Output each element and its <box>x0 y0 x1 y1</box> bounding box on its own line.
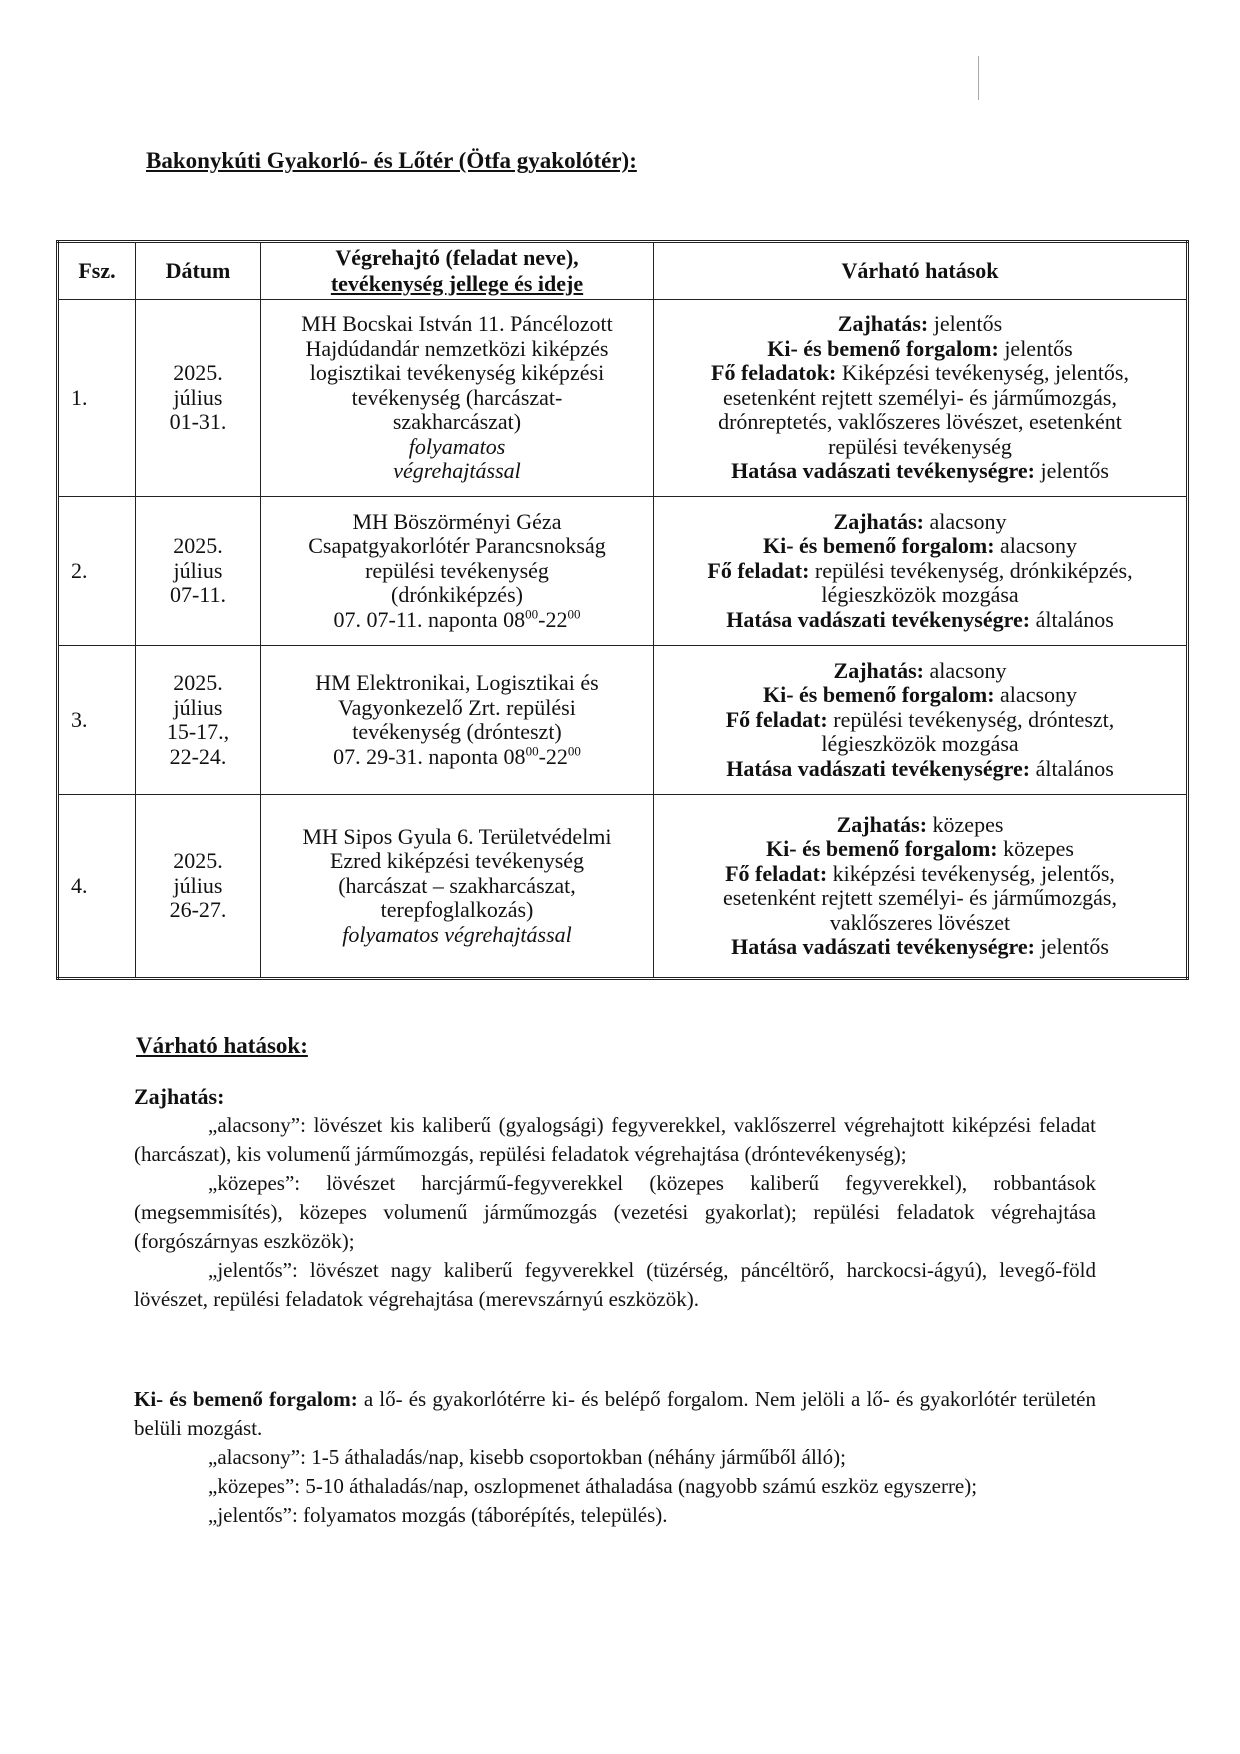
executor-line: (drónkiképzés) <box>391 582 523 608</box>
effect-line <box>662 708 1178 733</box>
effect-line <box>662 435 1178 460</box>
effect-value: jelentős <box>1034 458 1109 484</box>
effect-label: Ki- és bemenő forgalom: <box>767 335 999 361</box>
effect-label: Ki- és bemenő forgalom: <box>766 836 998 861</box>
executor-line: MH Sipos Gyula 6. Területvédelmi <box>302 823 612 849</box>
traffic-text: a lő- és gyakorlótérre ki- és belépő forgalom. Nem jelöli a lő- és gyakorlótér területén belüli mozgást. <box>134 1387 1096 1440</box>
time-mid: -22 <box>538 743 568 769</box>
traffic-medium: „közepes”: 5-10 áthaladás/nap, oszlopmenet áthaladása (nagyobb számú eszköz egyszerre); <box>208 1474 978 1498</box>
effect-line <box>662 459 1178 484</box>
executor-line: Ezred kiképzési tevékenység <box>329 848 585 874</box>
noise-medium: „közepes”: lövészet harcjármű-fegyverekkel (közepes kaliberű fegyverekkel), robbantások (megsemmisítés), közepes volumenű járműmozgás (vezetési gyakorlat); repülési feladatok végrehajtása (forgószárnyas eszközök); <box>134 1171 1096 1253</box>
effect-line <box>662 337 1178 362</box>
executor-line: (harcászat – szakharcászat, <box>338 872 576 898</box>
effect-line <box>662 583 1178 608</box>
effect-line <box>662 608 1178 633</box>
effect-value: repülési tevékenység, drónteszt, <box>827 706 1115 732</box>
effect-value: jelentős <box>998 335 1073 361</box>
effect-value: általános <box>1030 606 1114 632</box>
effect-line <box>662 757 1178 782</box>
table-row <box>58 497 1188 646</box>
effect-line <box>662 813 1178 838</box>
row-number: 1. <box>58 300 136 497</box>
effect-value: légieszközök mozgása <box>821 582 1019 608</box>
executor-time <box>269 608 645 633</box>
effect-label: Fő feladat: <box>707 557 810 583</box>
executor-mode-line: folyamatos <box>408 433 506 459</box>
scan-mark <box>978 56 979 100</box>
header-executor-line1: Végrehajtó (feladat neve), <box>335 245 579 270</box>
date-line: 2025. <box>173 670 223 695</box>
row-number: 2. <box>58 497 136 646</box>
date-line: 07-11. <box>169 582 226 608</box>
effect-label: Hatása vadászati tevékenységre: <box>731 458 1035 484</box>
header-date: Dátum <box>136 242 261 300</box>
table-row <box>58 795 1188 979</box>
effect-value: légieszközök mozgása <box>821 731 1019 757</box>
date-line: július <box>173 694 223 720</box>
date-line: 15-17., <box>166 719 230 744</box>
time-prefix: 07. 07-11. naponta 08 <box>333 606 526 632</box>
row-executor <box>261 646 654 795</box>
row-number: 4. <box>58 795 136 979</box>
effect-value: repülési tevékenység, drónkiképzés, <box>809 557 1133 583</box>
row-date <box>136 497 261 646</box>
date-line: 26-27. <box>169 897 227 923</box>
executor-line: HM Elektronikai, Logisztikai és <box>315 670 599 695</box>
effect-line <box>662 559 1178 584</box>
date-line: 2025. <box>173 533 223 559</box>
effect-line <box>662 732 1178 757</box>
executor-line: tevékenység (harcászat- <box>351 384 563 410</box>
effect-line <box>662 862 1178 887</box>
executor-line: Hajdúdandár nemzetközi kiképzés <box>305 335 609 361</box>
row-effects <box>654 646 1188 795</box>
executor-line: szakharcászat) <box>392 409 522 435</box>
traffic-section <box>134 1385 1096 1530</box>
row-date <box>136 646 261 795</box>
row-effects <box>654 795 1188 979</box>
effect-line <box>662 312 1178 337</box>
date-line: 2025. <box>173 848 223 874</box>
effect-label: Fő feladatok: <box>711 360 837 386</box>
noise-high: „jelentős”: lövészet nagy kaliberű fegyverekkel (tüzérség, páncéltörő, harckocsi-ágyú), levegő-föld lövészet, repülési feladatok végrehajtása (merevszárnyú eszközök). <box>134 1258 1096 1311</box>
traffic-label: Ki- és bemenő forgalom: <box>134 1387 358 1411</box>
time-sup-start: 00 <box>525 743 539 759</box>
table-row <box>58 646 1188 795</box>
executor-time <box>269 745 645 770</box>
date-line: július <box>173 557 223 583</box>
date-line: július <box>173 872 223 898</box>
effect-label: Zajhatás: <box>836 811 928 837</box>
effect-value: esetenként rejtett személyi- és járműmozgás, <box>722 384 1117 410</box>
effect-line <box>662 935 1178 960</box>
row-executor <box>261 497 654 646</box>
effect-value: vaklőszeres lövészet <box>829 909 1011 935</box>
schedule-table <box>56 240 1189 980</box>
row-effects <box>654 300 1188 497</box>
noise-section <box>134 1082 1096 1314</box>
row-date <box>136 795 261 979</box>
table-row <box>58 300 1188 497</box>
effect-label: Fő feladat: <box>725 706 828 732</box>
executor-line: repülési tevékenység <box>365 557 549 583</box>
effect-line <box>662 386 1178 411</box>
effect-value: kiképzési tevékenység, jelentős, <box>827 860 1115 886</box>
executor-line: MH Bocskai István 11. Páncélozott <box>301 311 613 337</box>
effects-section-title: Várható hatások: <box>136 1033 308 1058</box>
effect-label: Zajhatás: <box>833 508 924 534</box>
effect-value: közepes <box>997 836 1074 861</box>
noise-title: Zajhatás: <box>134 1084 225 1109</box>
traffic-low: „alacsony”: 1-5 áthaladás/nap, kisebb csoportokban (néhány járműből álló); <box>208 1445 846 1469</box>
effect-value: alacsony <box>923 657 1007 683</box>
effect-label: Hatása vadászati tevékenységre: <box>731 934 1035 959</box>
time-sup-end: 00 <box>567 606 581 622</box>
header-executor <box>261 242 654 300</box>
date-line: 22-24. <box>169 743 227 769</box>
traffic-definition <box>134 1385 1096 1443</box>
effect-value: alacsony <box>994 682 1078 708</box>
row-effects <box>654 497 1188 646</box>
effect-value: alacsony <box>923 508 1007 534</box>
effect-line <box>662 410 1178 435</box>
executor-line: MH Böszörményi Géza <box>352 508 562 534</box>
effect-line <box>662 886 1178 911</box>
traffic-high: „jelentős”: folyamatos mozgás (táborépítés, település). <box>208 1503 668 1527</box>
effect-label: Fő feladat: <box>725 860 828 886</box>
effect-value: általános <box>1030 755 1114 781</box>
row-executor <box>261 795 654 979</box>
effect-line <box>662 659 1178 684</box>
time-sup-start: 00 <box>525 606 539 622</box>
row-number: 3. <box>58 646 136 795</box>
effect-value: közepes <box>927 811 1004 837</box>
effect-line <box>662 361 1178 386</box>
effect-value: jelentős <box>928 311 1003 337</box>
effect-value: jelentős <box>1034 934 1109 959</box>
row-executor <box>261 300 654 497</box>
effect-line <box>662 683 1178 708</box>
executor-line: terepfoglalkozás) <box>380 897 534 923</box>
header-executor-line2: tevékenység jellege és ideje <box>330 271 584 296</box>
effect-value: alacsony <box>994 533 1078 559</box>
effect-value: repülési tevékenység <box>828 433 1012 459</box>
effect-label: Zajhatás: <box>837 311 929 337</box>
executor-mode-line: folyamatos végrehajtással <box>342 921 572 947</box>
effect-value: drónreptetés, vaklőszeres lövészet, esetenként <box>718 409 1122 435</box>
executor-line: tevékenység (drónteszt) <box>352 719 562 744</box>
executor-mode-line: végrehajtással <box>393 458 521 484</box>
effect-label: Zajhatás: <box>833 657 924 683</box>
effect-line <box>662 837 1178 862</box>
effect-line <box>662 911 1178 936</box>
date-line: július <box>173 384 223 410</box>
executor-line: logisztikai tevékenység kiképzési <box>309 360 605 386</box>
effect-value: esetenként rejtett személyi- és járműmozgás, <box>722 885 1117 910</box>
time-mid: -22 <box>538 606 568 632</box>
effect-label: Hatása vadászati tevékenységre: <box>726 606 1031 632</box>
effect-label: Ki- és bemenő forgalom: <box>762 682 995 708</box>
effect-label: Hatása vadászati tevékenységre: <box>726 755 1031 781</box>
time-sup-end: 00 <box>567 743 581 759</box>
date-line: 2025. <box>173 360 223 386</box>
effect-value: Kiképzési tevékenység, jelentős, <box>836 360 1129 386</box>
header-effects: Várható hatások <box>654 242 1188 300</box>
time-prefix: 07. 29-31. naponta 08 <box>333 743 526 769</box>
effect-label: Ki- és bemenő forgalom: <box>762 533 995 559</box>
page-title: Bakonykúti Gyakorló- és Lőtér (Ötfa gyakolótér): <box>146 148 637 173</box>
effect-line <box>662 534 1178 559</box>
noise-low: „alacsony”: lövészet kis kaliberű (gyalogsági) fegyverekkel, vaklőszerrel végrehajtott kiképzési feladat (harcászat), kis volumenű járműmozgás, repülési feladatok végrehajtása (dróntevékenység); <box>134 1113 1096 1166</box>
executor-line: Csapatgyakorlótér Parancsnokság <box>308 533 606 559</box>
effect-line <box>662 510 1178 535</box>
header-num: Fsz. <box>58 242 136 300</box>
executor-line: Vagyonkezelő Zrt. repülési <box>338 694 576 720</box>
date-line: 01-31. <box>169 409 227 435</box>
row-date <box>136 300 261 497</box>
table-header-row <box>58 242 1188 300</box>
